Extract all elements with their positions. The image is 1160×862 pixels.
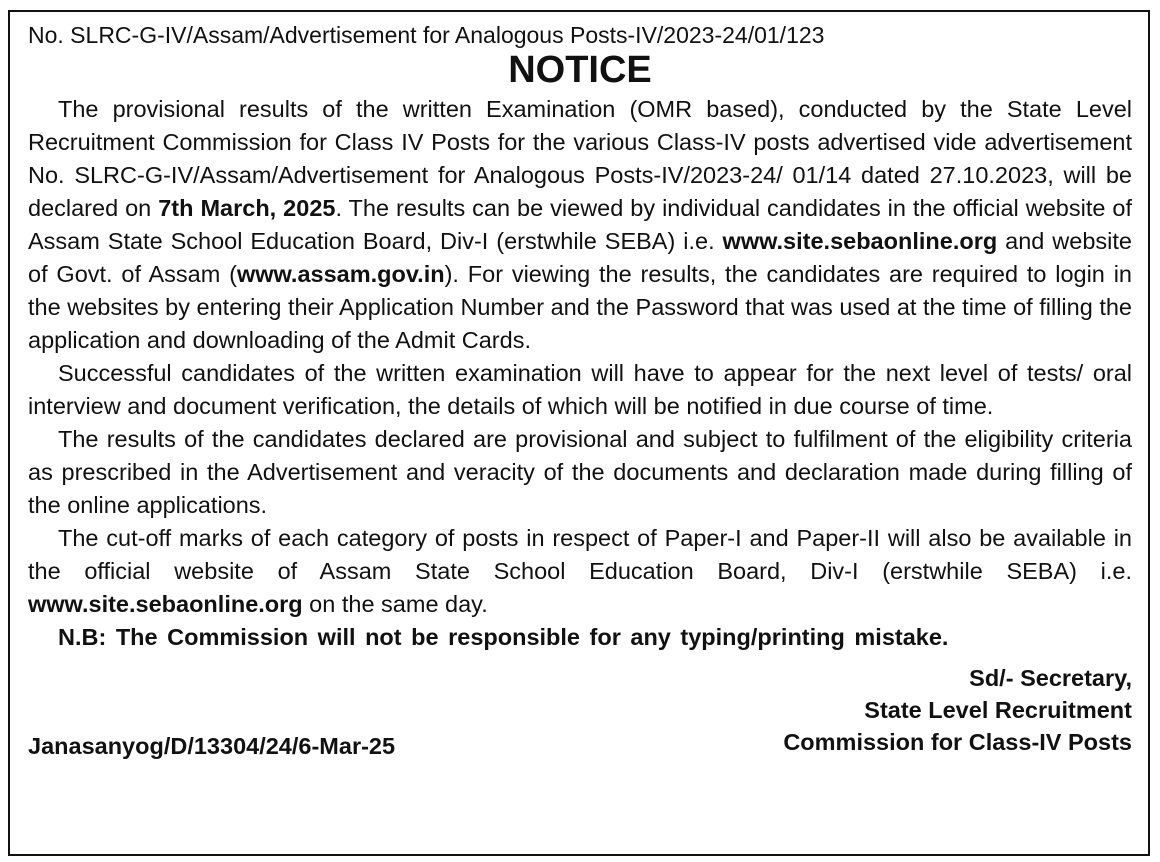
para1-text-4: ). For viewing the results, the candidates are required to login in the websites by entering their Application Number and the Password that was used at the time of filling the application and downloading of the Admit Cards.: [28, 261, 1132, 353]
para1-text-1: The provisional results of the written Examination (OMR based), conducted by the State Level Recruitment Commission for Class IV Posts for the various Class-IV posts advertised vide advertisement No. SLRC-G-IV/Assam/Advertisement for Analogous Posts-IV/2023-24/ 01/14 dated 27.10.2023, will be declared on: [28, 96, 1132, 221]
para1-text-3: and website of Govt. of Assam (: [28, 228, 1132, 287]
paragraph-cutoff-marks: [28, 522, 1132, 621]
notice-footer: [28, 662, 1132, 762]
signature-line-3: Commission for Class-IV Posts: [783, 729, 1132, 755]
signature-line-1: Sd/- Secretary,: [969, 665, 1132, 691]
para1-text-2: . The results can be viewed by individual candidates in the official website of Assam State School Education Board, Div-I (erstwhile SEBA) i.e.: [28, 195, 1132, 254]
reference-number: No. SLRC-G-IV/Assam/Advertisement for Analogous Posts-IV/2023-24/01/123: [28, 22, 825, 48]
signature-block: [783, 662, 1132, 758]
nb-disclaimer: N.B: The Commission will not be responsible for any typing/printing mistake.: [58, 624, 949, 650]
assam-gov-website: www.assam.gov.in: [236, 261, 445, 287]
paragraph-results-declaration: [28, 93, 1132, 357]
janasanyog-reference: Janasanyog/D/13304/24/6-Mar-25: [28, 733, 396, 759]
para4-text-1: The cut-off marks of each category of posts in respect of Paper-I and Paper-II will also be available in the official website of Assam State School Education Board, Div-I (erstwhile SEBA) i.e.: [28, 525, 1132, 584]
seba-website-cutoff: www.site.sebaonline.org: [28, 591, 303, 617]
signature-line-2: State Level Recruitment: [864, 697, 1132, 723]
seba-website: www.site.sebaonline.org: [722, 228, 998, 254]
declaration-date: 7th March, 2025: [158, 195, 336, 221]
paragraph-provisional-results: The results of the candidates declared are provisional and subject to fulfilment of the eligibility criteria as prescribed in the Advertisement and veracity of the documents and declaration made during filling of the online applications.: [28, 426, 1132, 518]
notice-frame: [8, 10, 1150, 856]
notice-title: NOTICE: [508, 49, 652, 91]
para4-text-2: on the same day.: [302, 591, 488, 617]
paragraph-next-level: Successful candidates of the written examination will have to appear for the next level of tests/ oral interview and document verification, the details of which will be notified in due course of time.: [28, 360, 1132, 419]
